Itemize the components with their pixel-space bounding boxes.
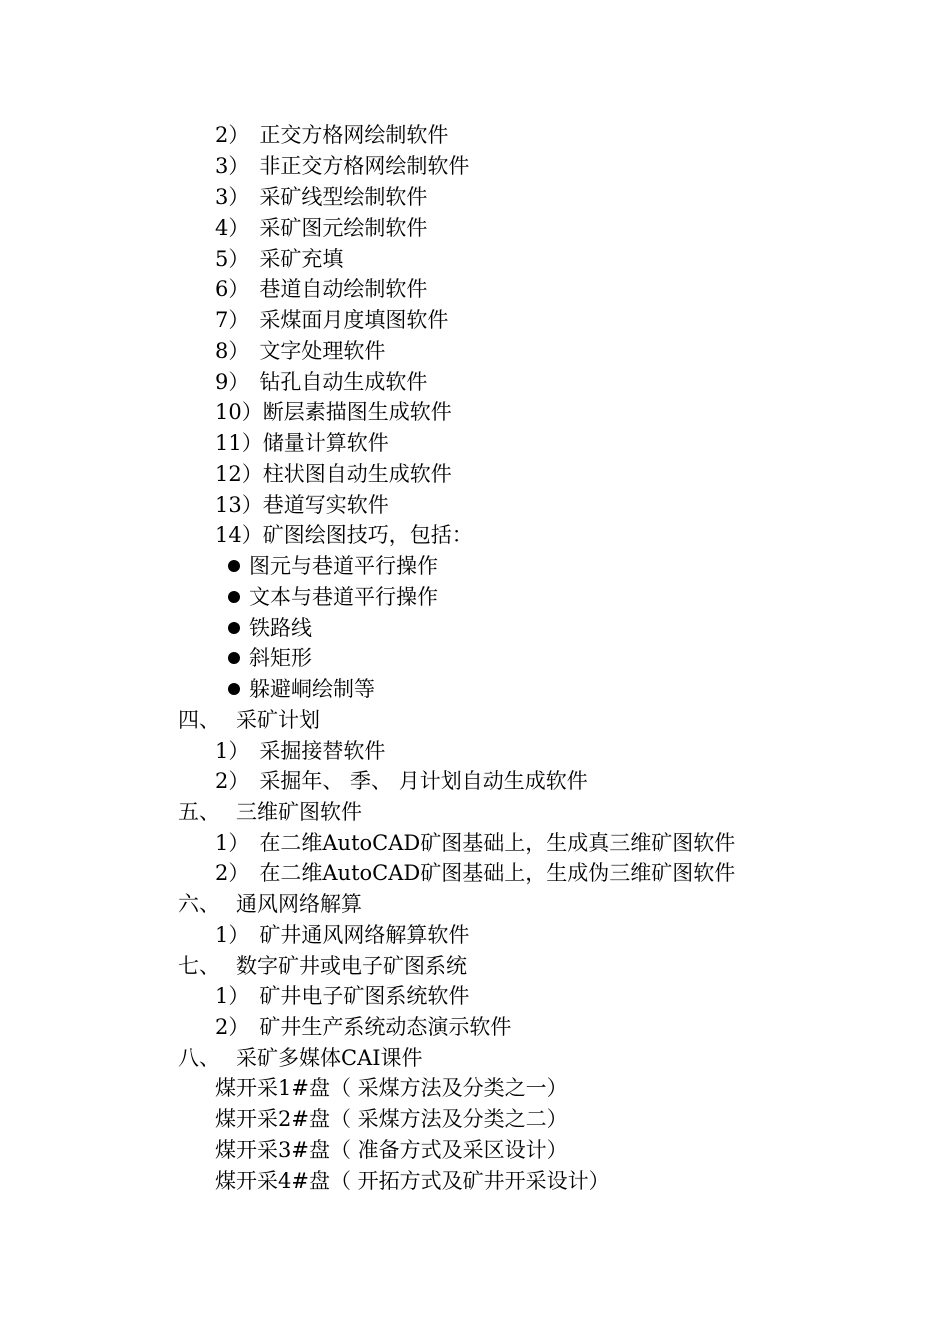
section-heading: [178, 1043, 423, 1073]
bullet-text: 图元与巷道平行操作: [249, 554, 438, 578]
list-item: [215, 336, 385, 366]
item-number: 3）: [215, 185, 250, 209]
list-item: [215, 520, 473, 550]
list-item: [215, 274, 427, 304]
item-number: 1）: [215, 739, 250, 763]
item-text: 矿井电子矿图系统软件: [259, 984, 470, 1008]
item-text: 正交方格网绘制软件: [259, 123, 449, 147]
item-text: 柱状图自动生成软件: [262, 462, 452, 486]
item-number: 2）: [215, 123, 250, 147]
item-text: 矿井通风网络解算软件: [259, 923, 470, 947]
course-item: 煤开采1#盘（ 采煤方法及分类之一）: [215, 1076, 568, 1100]
item-number: 3）: [215, 154, 250, 178]
bullet-item: [228, 551, 438, 581]
item-text: 断层素描图生成软件: [262, 400, 452, 424]
bullet-item: [228, 613, 312, 643]
course-item: 煤开采3#盘（ 准备方式及采区设计）: [215, 1138, 568, 1162]
list-item: [215, 490, 389, 520]
item-number: 2）: [215, 769, 250, 793]
item-number: 2）: [215, 1015, 250, 1039]
item-text: 巷道自动绘制软件: [259, 277, 428, 301]
item-text: 采掘接替软件: [259, 739, 386, 763]
list-item: [215, 305, 448, 335]
section-number: 四、: [178, 708, 220, 732]
item-text: 储量计算软件: [262, 431, 389, 455]
section-number: 六、: [178, 892, 220, 916]
item-text: 非正交方格网绘制软件: [259, 154, 470, 178]
bullet-text: 文本与巷道平行操作: [249, 585, 438, 609]
item-number: 8）: [215, 339, 250, 363]
section-heading: [178, 705, 320, 735]
section-title: 三维矿图软件: [236, 800, 362, 824]
list-item: [215, 244, 343, 274]
list-item: [215, 459, 452, 489]
list-item: [215, 1012, 511, 1042]
section-number: 七、: [178, 954, 220, 978]
item-number: 12）: [215, 462, 263, 486]
item-text: 矿井生产系统动态演示软件: [259, 1015, 512, 1039]
item-number: 4）: [215, 216, 250, 240]
course-item: 煤开采2#盘（ 采煤方法及分类之二）: [215, 1107, 568, 1131]
item-number: 11）: [215, 431, 263, 455]
list-item: [215, 182, 427, 212]
item-text: 采矿充填: [259, 247, 344, 271]
item-number: 6）: [215, 277, 250, 301]
list-item: [215, 397, 452, 427]
bullet-icon: [228, 683, 240, 695]
section-heading: [178, 951, 467, 981]
bullet-item: [228, 674, 375, 704]
item-number: 7）: [215, 308, 250, 332]
section-heading: [178, 889, 362, 919]
course-item: 煤开采4#盘（ 开拓方式及矿井开采设计）: [215, 1169, 610, 1193]
list-item: [215, 428, 389, 458]
item-text: 采掘年、 季、 月计划自动生成软件: [259, 769, 588, 793]
item-text: 采矿图元绘制软件: [259, 216, 428, 240]
item-number: 1）: [215, 984, 250, 1008]
list-item: [215, 213, 427, 243]
list-item: [215, 858, 735, 888]
bullet-icon: [228, 591, 240, 603]
item-text: 在二维AutoCAD矿图基础上，生成伪三维矿图软件: [259, 861, 736, 885]
list-item: [215, 766, 588, 796]
bullet-item: [228, 582, 438, 612]
item-number: 10）: [215, 400, 263, 424]
bullet-icon: [228, 622, 240, 634]
item-number: 9）: [215, 370, 250, 394]
item-number: 2）: [215, 861, 250, 885]
item-number: 1）: [215, 831, 250, 855]
bullet-item: [228, 643, 312, 673]
list-item: [215, 151, 469, 181]
item-number: 5）: [215, 247, 250, 271]
item-text: 采煤面月度填图软件: [259, 308, 449, 332]
bullet-icon: [228, 652, 240, 664]
section-heading: [178, 797, 362, 827]
section-number: 八、: [178, 1046, 220, 1070]
list-item: [215, 828, 735, 858]
bullet-icon: [228, 560, 240, 572]
bullet-text: 铁路线: [249, 616, 312, 640]
item-text: 采矿线型绘制软件: [259, 185, 428, 209]
item-text: 矿图绘图技巧，包括：: [262, 523, 473, 547]
list-item: [215, 367, 427, 397]
item-text: 在二维AutoCAD矿图基础上，生成真三维矿图软件: [259, 831, 736, 855]
list-item: [215, 981, 469, 1011]
list-item: [215, 920, 469, 950]
item-text: 钻孔自动生成软件: [259, 370, 428, 394]
section-title: 采矿多媒体CAI课件: [236, 1046, 423, 1070]
section-title: 数字矿井或电子矿图系统: [236, 954, 467, 978]
item-text: 文字处理软件: [259, 339, 386, 363]
bullet-text: 斜矩形: [249, 646, 312, 670]
section-title: 通风网络解算: [236, 892, 362, 916]
bullet-text: 躲避峒绘制等: [249, 677, 375, 701]
section-title: 采矿计划: [236, 708, 320, 732]
item-number: 13）: [215, 493, 263, 517]
section-number: 五、: [178, 800, 220, 824]
list-item: [215, 736, 385, 766]
list-item: [215, 120, 448, 150]
item-number: 14）: [215, 523, 263, 547]
item-number: 1）: [215, 923, 250, 947]
item-text: 巷道写实软件: [262, 493, 389, 517]
